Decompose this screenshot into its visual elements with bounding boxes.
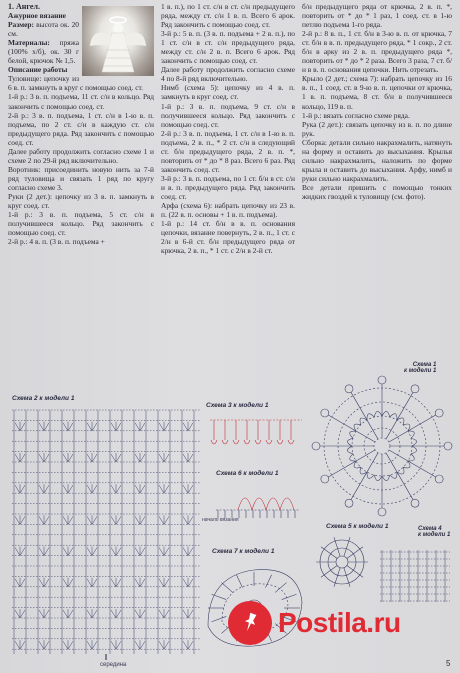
page-number: 5 bbox=[446, 659, 451, 668]
diagram-6-note: начало вязания bbox=[202, 517, 239, 523]
col2-paragraph: Нимб (схема 5): цепочку из 4 в. п. замкнуть в круг соед. ст. bbox=[161, 83, 295, 102]
text-column-2 bbox=[161, 2, 295, 380]
text-column-3 bbox=[302, 2, 452, 380]
diagram-4-caption: Схема 4 к модели 1 bbox=[418, 526, 451, 538]
pin-icon bbox=[228, 601, 272, 645]
diagram-1-circle bbox=[308, 360, 456, 520]
col1-paragraph: 2-й р.: 4 в. п. (3 в. п. подъема + bbox=[8, 237, 105, 247]
col2-paragraph: 1-й р.: 14 ст. б/н в в. п. основания цепочки, вязание повернуть, 2 в. п., 1 ст. с 2/н в 6-й ст. б/н предыдущего ряда от крючка, 2 в. п., * 1 ст. с 2/н в 2-й ст. bbox=[161, 219, 295, 256]
materials-text: пряжа (100% х/б), ок. 30 г белой, крючок № 1,5. bbox=[8, 38, 79, 66]
col3-paragraph: 1-й р.: вязать согласно схеме ряда. bbox=[302, 110, 410, 120]
col2-paragraph: Далее работу продолжить согласно схеме 4 по 8-й ряд включительно. bbox=[161, 65, 295, 84]
diagram-5-caption: Схема 5 к модели 1 bbox=[326, 523, 389, 530]
col1-paragraph: 1-й р.: 3 в. п. подъема, 5 ст. с/н в получившееся кольцо. Ряд закончить с помощью соед. ст. bbox=[8, 210, 154, 238]
postila-watermark bbox=[228, 594, 456, 652]
col3-paragraph: Все детали пришить с помощью тонких жидких гвоздей к туловищу (см. фото). bbox=[302, 182, 452, 201]
col2-paragraph: Арфа (схема 6): набрать цепочку из 23 в. п. (22 в. п. основы + 1 в. п. подъема). bbox=[161, 201, 295, 220]
col2-paragraph: 3-й р.: 5 в. п. (3 в. п. подъема + 2 в. п.), по 1 ст. с/н в ст. с/н предыдущего ряда, между ст. с/н 2 в. п. Всего 6 арок. Ряд закончить с помощью соед. ст. bbox=[161, 29, 295, 66]
diagram-2-bottom-label: середина bbox=[100, 662, 127, 668]
size-text: высота ок. 20 см. bbox=[8, 20, 79, 39]
col1-paragraph: 1-й р.: 3 в. п. подъема, 11 ст. с/н в кольцо. Ряд закончить с помощью соед. ст. bbox=[8, 92, 154, 111]
col3-paragraph: Рука (2 дет.): связать цепочку из в. п. по длине рук. bbox=[302, 119, 452, 138]
angel-photo bbox=[82, 6, 154, 76]
col2-paragraph: 1 в. п.), по 1 ст. с/н в ст. с/н предыдущего ряда, между ст. с/н 1 в. п. Всего 6 арок. Ряд закончить с помощью соед. ст. bbox=[161, 2, 295, 30]
col1-paragraph: Туловище: цепочку из 6 в. п. замкнуть в круг с помощью соед. ст. bbox=[8, 74, 143, 93]
col3-paragraph: Сборка: детали сильно накрахмалить, натянуть на форму и оставить до высыхания. Крылья сильно накрахмалить, наложить по форме крыла и оставить до высыхания. Арфу, нимб и руки сильно накрахмалить. bbox=[302, 137, 452, 183]
materials-label: Материалы: bbox=[8, 38, 50, 48]
col3-paragraph: 2-й р.: 8 в. п., 1 ст. б/н в 3-ю в. п. от крючка, 7 ст. б/н в в. п. предыдущего ряда, * 1 сокр., 2 ст. б/н в арку из 2 в. п. предыдущего ряда *, повторить от * до * 2 раза. Всего 3 раза, 7 ст. б/н в в. п. основания цепочки. Нить отрезать. bbox=[302, 29, 452, 75]
col2-paragraph: 1-й р.: 3 в. п. подъема, 9 ст. с/н в получившееся кольцо. Ряд закончить с помощью соед. ст. bbox=[161, 101, 295, 129]
col1-paragraph: 2-й р.: 3 в. п. подъема, 1 ст. с/н в 1-ю в. п. подъема, по 2 ст. с/н в каждую ст. с/н предыдущего ряда. Ряд закончить с помощью соед. ст. bbox=[8, 110, 154, 147]
diagram-2-grid bbox=[8, 404, 204, 662]
diagram-7-caption: Схема 7 к модели 1 bbox=[212, 548, 275, 555]
col2-paragraph: 3-й р.: 3 в. п. подъема, по 1 ст. б/н в ст. с/н и в. п. предыдущего ряда. Ряд закончить соед. ст. bbox=[161, 173, 295, 201]
article-title: 1. Ангел. bbox=[8, 2, 40, 11]
diagram-2-caption: Схема 2 к модели 1 bbox=[12, 395, 75, 402]
watermark-text: Postila.ru bbox=[278, 607, 401, 638]
article-subtitle: Ажурное вязание bbox=[8, 11, 66, 21]
col1-paragraph: Воротник: присоединить новую нить за 7-й ряд туловища и связать 1 ряд по кругу согласно схеме 3. bbox=[8, 164, 154, 192]
col2-paragraph: 2-й р.: 3 в. п. подъема, 1 ст. с/н в 1-ю в. п. подъема, 2 в. п., * 2 ст. с/н в следующий ст. б/н предыдущего ряда, 2 в. п. *, повторить от * до * 8 раз. Всего 6 раз. Ряд закончить соед. ст. bbox=[161, 128, 295, 174]
col3-paragraph: Крыло (2 дет.; схема 7): набрать цепочку из 16 в. п., 1 соед. ст. в 9-ю в. п. цепочки от крючка, 1 в. п. подъема, 8 ст. б/н в получившееся кольцо, 119 в. п. bbox=[302, 74, 452, 111]
work-description-label: Описание работы bbox=[8, 65, 68, 75]
angel-image bbox=[82, 6, 154, 76]
col1-paragraph: Руки (2 дет.): цепочку из 3 в. п. замкнуть в круг соед. ст. bbox=[8, 191, 154, 211]
diagram-3-caption: Схема 3 к модели 1 bbox=[206, 402, 269, 409]
col3-paragraph: б/н предыдущего ряда от крючка, 2 в. п. *, повторить от * до * 1 раз, 1 соед. ст. в 1-ю петлю подъема 1-го ряда. bbox=[302, 2, 452, 30]
diagram-6-caption: Схема 6 к модели 1 bbox=[216, 470, 279, 477]
size-label: Размер: bbox=[8, 20, 34, 30]
diagram-3-collar bbox=[208, 410, 304, 452]
diagram-1-caption: Схема 1 к модели 1 bbox=[404, 362, 437, 374]
diagram-5-halo bbox=[310, 532, 374, 592]
text-column-1 bbox=[8, 2, 154, 380]
col1-paragraph: Далее работу продолжить согласно схеме 1 и схеме 2 по 29-й ряд включительно. bbox=[8, 146, 154, 165]
